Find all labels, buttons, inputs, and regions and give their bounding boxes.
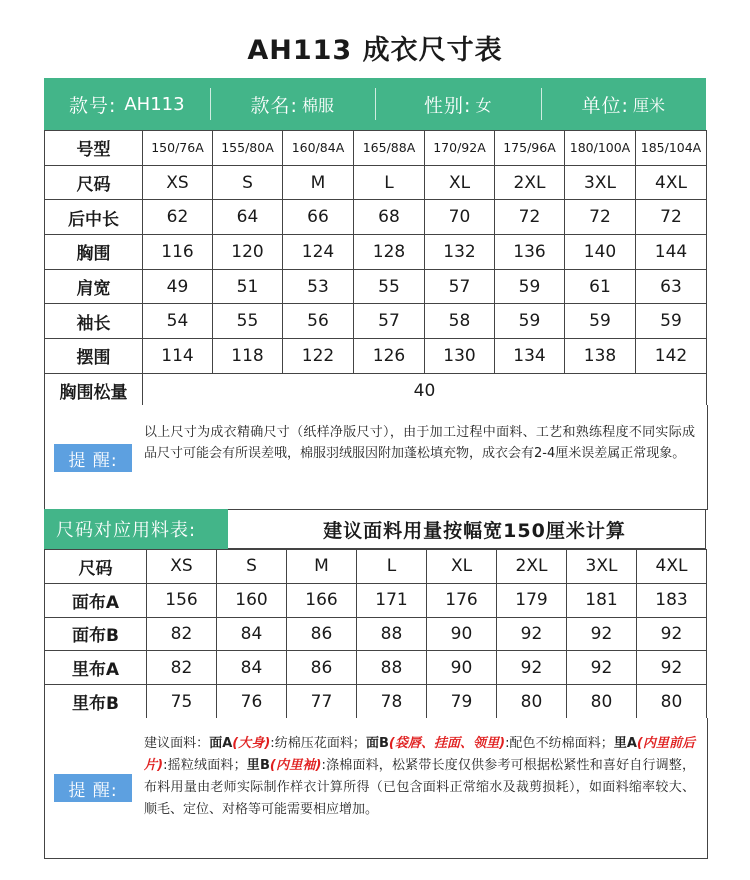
lining-a-part: (内里前后片) bbox=[144, 736, 696, 773]
table-cell: 181 bbox=[567, 583, 637, 617]
table-cell: 3XL bbox=[565, 165, 636, 200]
fabric-a-label: 面A bbox=[209, 736, 233, 751]
table-cell: 118 bbox=[213, 339, 283, 374]
table-row bbox=[45, 165, 707, 200]
table-cell: 66 bbox=[283, 200, 354, 235]
fabric-tip-text bbox=[144, 733, 695, 821]
table-cell: M bbox=[283, 165, 354, 200]
table-cell: 78 bbox=[357, 685, 427, 719]
table-cell: 54 bbox=[143, 304, 213, 339]
table-cell: 72 bbox=[636, 200, 707, 235]
table-cell: 3XL bbox=[567, 550, 637, 584]
table-cell: 150/76A bbox=[143, 131, 213, 166]
table-cell: 185/104A bbox=[636, 131, 707, 166]
unit-cell bbox=[541, 78, 707, 130]
table-cell: 62 bbox=[143, 200, 213, 235]
table-row bbox=[45, 131, 707, 166]
table-cell: 68 bbox=[354, 200, 425, 235]
name-cell bbox=[210, 78, 376, 130]
fabric-b-desc: :配色不纺棉面料； bbox=[505, 736, 614, 751]
table-cell: 80 bbox=[497, 685, 567, 719]
table-cell: 55 bbox=[213, 304, 283, 339]
gender-cell bbox=[375, 78, 541, 130]
table-cell: 72 bbox=[565, 200, 636, 235]
fabric-a-desc: :纺棉压花面料； bbox=[270, 736, 366, 751]
table-cell: 183 bbox=[637, 583, 707, 617]
name-label: 款名: bbox=[250, 94, 298, 117]
table-cell: 75 bbox=[147, 685, 217, 719]
table-cell: 64 bbox=[213, 200, 283, 235]
table-cell: 63 bbox=[636, 269, 707, 304]
page-title: AH113 成衣尺寸表 bbox=[247, 35, 503, 66]
row-header: 号型 bbox=[45, 131, 143, 166]
table-cell: 4XL bbox=[636, 165, 707, 200]
name-value: 棉服 bbox=[301, 95, 334, 115]
table-cell: 2XL bbox=[497, 550, 567, 584]
table-row bbox=[45, 269, 707, 304]
style-no-value: AH113 bbox=[124, 93, 185, 115]
table-cell: 86 bbox=[287, 651, 357, 685]
tip-box-fabric bbox=[44, 718, 708, 859]
table-cell: 116 bbox=[143, 235, 213, 270]
table-cell: 180/100A bbox=[565, 131, 636, 166]
lining-b-part: (内里袖) bbox=[269, 758, 322, 773]
table-cell: 90 bbox=[427, 651, 497, 685]
table-row bbox=[45, 550, 707, 584]
table-cell: 86 bbox=[287, 617, 357, 651]
table-cell: 155/80A bbox=[213, 131, 283, 166]
row-header: 胸围 bbox=[45, 235, 143, 270]
table-cell: 55 bbox=[354, 269, 425, 304]
table-cell: 170/92A bbox=[425, 131, 495, 166]
size-table bbox=[44, 130, 707, 409]
lining-b-desc: :涤棉面料，松紧带长度仅供参考可根据松紧性和喜好自行调整，布料用量由老师实际制作样衣计算所得（已包含面料正常缩水及裁剪损耗），如面料缩率较大、顺毛、定位、对格等可能需要相应增加。 bbox=[144, 758, 695, 817]
table-cell: 132 bbox=[425, 235, 495, 270]
row-header: 尺码 bbox=[45, 550, 147, 584]
table-cell: 171 bbox=[357, 583, 427, 617]
style-no-cell bbox=[44, 78, 210, 130]
table-cell: XL bbox=[425, 165, 495, 200]
tip-box-size bbox=[44, 405, 708, 510]
table-cell: 2XL bbox=[495, 165, 565, 200]
table-row bbox=[45, 651, 707, 685]
gender-label: 性别: bbox=[424, 94, 472, 117]
table-cell: M bbox=[287, 550, 357, 584]
table-row bbox=[45, 339, 707, 374]
table-cell: 140 bbox=[565, 235, 636, 270]
row-header: 里布A bbox=[45, 651, 147, 685]
table-cell: 130 bbox=[425, 339, 495, 374]
row-header: 面布B bbox=[45, 617, 147, 651]
unit-label: 单位: bbox=[581, 94, 629, 117]
style-no-label: 款号: bbox=[68, 94, 117, 117]
tip-text: 以上尺寸为成衣精确尺寸（纸样净版尺寸），由于加工过程中面料、工艺和熟练程度不同实际成品尺寸可能会有所误差哦，棉服羽绒服因附加蓬松填充物，成衣会有2-4厘米误差属正常现象。 bbox=[144, 425, 695, 461]
fabric-section-title: 建议面料用量按幅宽150厘米计算 bbox=[323, 519, 626, 542]
table-cell: 92 bbox=[567, 651, 637, 685]
lining-a-desc: :摇粒绒面料； bbox=[163, 758, 247, 773]
table-row bbox=[45, 235, 707, 270]
table-cell: 90 bbox=[427, 617, 497, 651]
ease-value: 40 bbox=[143, 373, 707, 408]
table-cell: 84 bbox=[217, 617, 287, 651]
table-cell: 92 bbox=[497, 617, 567, 651]
row-header: 尺码 bbox=[45, 165, 143, 200]
fabric-table bbox=[44, 549, 707, 719]
table-cell: XS bbox=[143, 165, 213, 200]
table-cell: 56 bbox=[283, 304, 354, 339]
row-header: 袖长 bbox=[45, 304, 143, 339]
table-cell: 120 bbox=[213, 235, 283, 270]
lining-b-label: 里B bbox=[246, 758, 270, 773]
table-cell: 58 bbox=[425, 304, 495, 339]
table-cell: 53 bbox=[283, 269, 354, 304]
row-header: 胸围松量 bbox=[45, 373, 143, 408]
table-cell: S bbox=[217, 550, 287, 584]
table-cell: 61 bbox=[565, 269, 636, 304]
fabric-tip-intro: 建议面料： bbox=[144, 736, 210, 751]
table-cell: 126 bbox=[354, 339, 425, 374]
table-row bbox=[45, 617, 707, 651]
unit-value: 厘米 bbox=[632, 95, 665, 115]
table-cell: 128 bbox=[354, 235, 425, 270]
table-cell: 160/84A bbox=[283, 131, 354, 166]
table-cell: 124 bbox=[283, 235, 354, 270]
table-cell: 80 bbox=[637, 685, 707, 719]
table-cell: 122 bbox=[283, 339, 354, 374]
table-cell: 82 bbox=[147, 651, 217, 685]
table-cell: 76 bbox=[217, 685, 287, 719]
table-cell: 51 bbox=[213, 269, 283, 304]
lining-a-label: 里A bbox=[613, 736, 637, 751]
table-cell: 59 bbox=[495, 269, 565, 304]
table-cell: 88 bbox=[357, 617, 427, 651]
table-cell: 144 bbox=[636, 235, 707, 270]
table-row bbox=[45, 583, 707, 617]
table-cell: 92 bbox=[497, 651, 567, 685]
table-cell: 92 bbox=[637, 651, 707, 685]
table-cell: XL bbox=[427, 550, 497, 584]
fabric-section-label: 尺码对应用料表: bbox=[44, 509, 228, 549]
table-cell: 4XL bbox=[637, 550, 707, 584]
table-row bbox=[45, 200, 707, 235]
table-cell: 179 bbox=[497, 583, 567, 617]
fabric-b-label: 面B bbox=[365, 736, 389, 751]
table-cell: 59 bbox=[636, 304, 707, 339]
table-cell: XS bbox=[147, 550, 217, 584]
table-cell: 165/88A bbox=[354, 131, 425, 166]
table-cell: 59 bbox=[495, 304, 565, 339]
table-cell: 175/96A bbox=[495, 131, 565, 166]
fabric-section-header bbox=[44, 509, 706, 549]
fabric-b-part: (袋唇、挂面、领里) bbox=[388, 736, 506, 751]
table-cell: 77 bbox=[287, 685, 357, 719]
fabric-a-part: (大身) bbox=[232, 736, 271, 751]
table-cell: 72 bbox=[495, 200, 565, 235]
row-header: 里布B bbox=[45, 685, 147, 719]
tip-label: 提 醒: bbox=[54, 774, 132, 802]
table-cell: 49 bbox=[143, 269, 213, 304]
table-cell: S bbox=[213, 165, 283, 200]
info-bar bbox=[44, 78, 706, 130]
table-cell: L bbox=[357, 550, 427, 584]
row-header: 摆围 bbox=[45, 339, 143, 374]
row-header: 后中长 bbox=[45, 200, 143, 235]
row-header: 面布A bbox=[45, 583, 147, 617]
table-cell: 142 bbox=[636, 339, 707, 374]
table-cell: 160 bbox=[217, 583, 287, 617]
table-cell: L bbox=[354, 165, 425, 200]
table-cell: 59 bbox=[565, 304, 636, 339]
table-row bbox=[45, 304, 707, 339]
table-cell: 88 bbox=[357, 651, 427, 685]
row-header: 肩宽 bbox=[45, 269, 143, 304]
table-cell: 92 bbox=[567, 617, 637, 651]
table-cell: 84 bbox=[217, 651, 287, 685]
table-cell: 166 bbox=[287, 583, 357, 617]
table-cell: 134 bbox=[495, 339, 565, 374]
table-cell: 156 bbox=[147, 583, 217, 617]
table-cell: 82 bbox=[147, 617, 217, 651]
table-cell: 136 bbox=[495, 235, 565, 270]
table-cell: 57 bbox=[354, 304, 425, 339]
table-cell: 80 bbox=[567, 685, 637, 719]
table-cell: 57 bbox=[425, 269, 495, 304]
table-cell: 92 bbox=[637, 617, 707, 651]
table-cell: 138 bbox=[565, 339, 636, 374]
ease-row bbox=[45, 373, 707, 408]
table-cell: 70 bbox=[425, 200, 495, 235]
gender-value: 女 bbox=[475, 95, 492, 115]
table-row bbox=[45, 685, 707, 719]
tip-label: 提 醒: bbox=[54, 444, 132, 472]
table-cell: 79 bbox=[427, 685, 497, 719]
table-cell: 114 bbox=[143, 339, 213, 374]
table-cell: 176 bbox=[427, 583, 497, 617]
